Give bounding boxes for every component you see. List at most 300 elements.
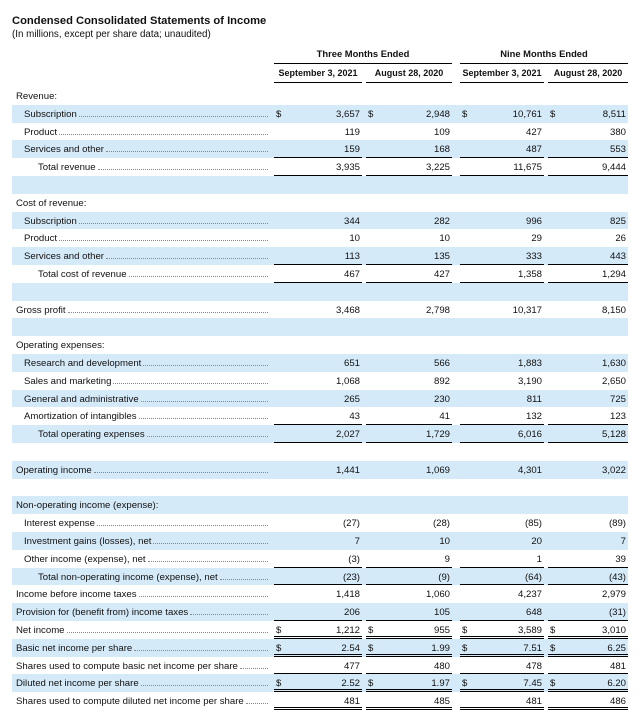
cell-value: 480 (433, 660, 450, 672)
row-label: Revenue: (16, 91, 58, 102)
value-cell (460, 229, 544, 247)
value-cell (460, 692, 544, 710)
leader-dots (59, 134, 268, 135)
group-header-three-months: Three Months Ended (274, 48, 452, 64)
value-cell (274, 496, 362, 514)
dollar-sign: $ (462, 678, 468, 690)
value-cell (274, 550, 362, 568)
cell-value: 135 (433, 251, 450, 263)
value-cell (274, 461, 362, 479)
dollar-sign: $ (550, 624, 556, 636)
cell-value: 8,150 (601, 304, 626, 316)
value-cell (274, 140, 362, 158)
value-cell (274, 87, 362, 105)
cell-value: 651 (343, 357, 360, 369)
value-cell (274, 247, 362, 265)
table-row (12, 425, 628, 443)
page-subtitle: (In millions, except per share data; unaudited) (12, 29, 211, 40)
cell-value: 113 (344, 251, 360, 263)
cell-value: 3,010 (601, 624, 626, 636)
value-cell (274, 443, 362, 461)
leader-dots (240, 668, 268, 669)
cell-value: 380 (609, 126, 626, 138)
leader-dots (141, 401, 268, 402)
row-label: Product (24, 233, 58, 245)
value-cell (548, 105, 628, 123)
table-row (12, 674, 628, 692)
value-cell (460, 140, 544, 158)
cell-value: 553 (609, 144, 626, 156)
cell-value: 648 (525, 607, 542, 619)
value-cell (274, 479, 362, 497)
value-cell (460, 212, 544, 230)
cell-value: 29 (531, 233, 542, 245)
leader-dots (148, 561, 268, 562)
value-cell (460, 158, 544, 176)
value-cell (548, 443, 628, 461)
leader-dots (139, 418, 268, 419)
cell-value: (3) (348, 553, 360, 565)
cell-value: 333 (525, 251, 542, 263)
table-row (12, 158, 628, 176)
value-cell (460, 585, 544, 603)
row-label: Basic net income per share (16, 642, 133, 654)
cell-value: 478 (525, 660, 542, 672)
value-cell (460, 657, 544, 675)
cell-value: 119 (344, 126, 360, 138)
leader-dots (190, 614, 268, 615)
row-label: Product (24, 126, 58, 138)
cell-value: 1,069 (425, 464, 450, 476)
table-row (12, 479, 628, 497)
row-label: Interest expense (24, 518, 95, 530)
cell-value: 206 (343, 607, 360, 619)
value-cell (274, 283, 362, 301)
value-cell (548, 372, 628, 390)
table-row (12, 407, 628, 425)
value-cell (548, 229, 628, 247)
cell-value: 10 (439, 233, 450, 245)
leader-dots (134, 650, 268, 651)
value-cell (274, 372, 362, 390)
value-cell (366, 621, 452, 639)
cell-value: (27) (342, 518, 360, 530)
row-label: Sales and marketing (24, 375, 112, 387)
table-row (12, 87, 628, 105)
cell-value: 3,468 (335, 304, 360, 316)
cell-value: 43 (349, 411, 360, 423)
leader-dots (153, 543, 268, 544)
cell-value: 1,212 (335, 624, 360, 636)
cell-value: 2,650 (601, 375, 626, 387)
value-cell (274, 194, 362, 212)
row-label: Operating income (16, 464, 92, 476)
cell-value: (43) (608, 571, 626, 583)
value-cell (460, 87, 544, 105)
value-cell (460, 514, 544, 532)
value-cell (366, 194, 452, 212)
cell-value: 6,016 (517, 429, 542, 441)
value-cell (548, 692, 628, 710)
cell-value: 1.99 (431, 642, 450, 654)
table-row (12, 372, 628, 390)
value-cell (366, 532, 452, 550)
cell-value: 1,068 (335, 375, 360, 387)
value-cell (366, 372, 452, 390)
table-row (12, 443, 628, 461)
dollar-sign: $ (368, 642, 374, 654)
value-cell (366, 674, 452, 692)
row-label: Gross profit (16, 304, 66, 316)
table-row (12, 247, 628, 265)
dollar-sign: $ (462, 624, 468, 636)
cell-value: 282 (433, 215, 450, 227)
value-cell (548, 621, 628, 639)
value-cell (460, 407, 544, 425)
table-row (12, 603, 628, 621)
leader-dots (141, 685, 268, 686)
value-cell (548, 176, 628, 194)
row-label: Services and other (24, 251, 104, 263)
cell-value: 9 (444, 553, 450, 565)
value-cell (548, 657, 628, 675)
value-cell (548, 568, 628, 586)
cell-value: 481 (343, 696, 360, 708)
value-cell (548, 265, 628, 283)
dollar-sign: $ (276, 624, 282, 636)
value-cell (274, 123, 362, 141)
table-row (12, 514, 628, 532)
value-cell (366, 229, 452, 247)
value-cell (548, 390, 628, 408)
value-cell (548, 532, 628, 550)
value-cell (366, 318, 452, 336)
value-cell (548, 407, 628, 425)
value-cell (274, 568, 362, 586)
value-cell (366, 265, 452, 283)
value-cell (548, 354, 628, 372)
value-cell (274, 265, 362, 283)
value-cell (366, 496, 452, 514)
value-cell (460, 550, 544, 568)
table-row (12, 336, 628, 354)
value-cell (366, 176, 452, 194)
dollar-sign: $ (368, 678, 374, 690)
value-cell (274, 229, 362, 247)
leader-dots (246, 703, 268, 704)
value-cell (366, 301, 452, 319)
cell-value: 20 (531, 535, 542, 547)
table-row (12, 301, 628, 319)
cell-value: 3,657 (335, 108, 360, 120)
cell-value: 2,948 (425, 108, 450, 120)
leader-dots (113, 383, 268, 384)
cell-value: 105 (433, 607, 450, 619)
dollar-sign: $ (462, 108, 468, 120)
value-cell (460, 461, 544, 479)
value-cell (274, 657, 362, 675)
row-label: Services and other (24, 144, 104, 156)
value-cell (460, 390, 544, 408)
value-cell (460, 372, 544, 390)
row-label: Amortization of intangibles (24, 411, 137, 423)
dollar-sign: $ (368, 108, 374, 120)
value-cell (548, 247, 628, 265)
table-row (12, 621, 628, 639)
value-cell (366, 639, 452, 657)
cell-value: 3,935 (335, 162, 360, 174)
value-cell (274, 336, 362, 354)
cell-value: 344 (343, 215, 360, 227)
cell-value: 6.25 (607, 642, 626, 654)
cell-value: 7 (354, 535, 360, 547)
leader-dots (98, 169, 268, 170)
cell-value: 996 (525, 215, 542, 227)
value-cell (548, 123, 628, 141)
cell-value: 4,301 (517, 464, 542, 476)
cell-value: 2.54 (341, 642, 360, 654)
value-cell (460, 336, 544, 354)
cell-value: 109 (433, 126, 450, 138)
leader-dots (97, 525, 268, 526)
value-cell (366, 158, 452, 176)
value-cell (548, 514, 628, 532)
cell-value: 3,190 (517, 375, 542, 387)
table-row (12, 229, 628, 247)
value-cell (460, 532, 544, 550)
cell-value: 1,630 (601, 357, 626, 369)
row-label: Non-operating income (expense): (16, 500, 159, 512)
value-cell (548, 496, 628, 514)
row-label: Income before income taxes (16, 589, 137, 601)
value-cell (366, 105, 452, 123)
row-label: Other income (expense), net (24, 553, 146, 565)
value-cell (274, 158, 362, 176)
table-row (12, 212, 628, 230)
value-cell (274, 585, 362, 603)
value-cell (274, 212, 362, 230)
cell-value: 486 (609, 696, 626, 708)
cell-value: 10 (439, 535, 450, 547)
value-cell (548, 301, 628, 319)
cell-value: 7.45 (523, 678, 542, 690)
table-row (12, 390, 628, 408)
value-cell (366, 336, 452, 354)
cell-value: 10,761 (512, 108, 542, 120)
table-row (12, 354, 628, 372)
cell-value: 6.20 (607, 678, 626, 690)
leader-dots (143, 365, 268, 366)
cell-value: 566 (433, 357, 450, 369)
table-row (12, 283, 628, 301)
value-cell (548, 212, 628, 230)
row-label: Total cost of revenue (38, 268, 127, 280)
cell-value: 2,798 (425, 304, 450, 316)
value-cell (548, 425, 628, 443)
cell-value: 1,060 (425, 589, 450, 601)
leader-dots (147, 436, 268, 437)
value-cell (548, 479, 628, 497)
value-cell (548, 318, 628, 336)
value-cell (366, 87, 452, 105)
cell-value: 1,358 (517, 268, 542, 280)
cell-value: 1,441 (335, 464, 360, 476)
value-cell (460, 318, 544, 336)
row-label: Provision for (benefit from) income taxes (16, 607, 189, 619)
column-header: August 28, 2020 (366, 68, 452, 83)
dollar-sign: $ (368, 624, 374, 636)
cell-value: 1,294 (601, 268, 626, 280)
cell-value: 10 (349, 233, 360, 245)
value-cell (548, 336, 628, 354)
cell-value: (89) (608, 518, 626, 530)
value-cell (548, 603, 628, 621)
leader-dots (94, 472, 268, 473)
leader-dots (139, 596, 268, 597)
value-cell (366, 212, 452, 230)
row-label: Total operating expenses (38, 429, 145, 441)
value-cell (548, 194, 628, 212)
value-cell (366, 514, 452, 532)
cell-value: 481 (525, 696, 542, 708)
row-label: Subscription (24, 215, 77, 227)
cell-value: 825 (609, 215, 626, 227)
value-cell (366, 390, 452, 408)
row-label: Operating expenses: (16, 340, 105, 352)
table-row (12, 123, 628, 141)
value-cell (460, 354, 544, 372)
row-label: Subscription (24, 108, 77, 120)
value-cell (274, 354, 362, 372)
cell-value: 1,883 (517, 357, 542, 369)
value-cell (548, 674, 628, 692)
leader-dots (67, 632, 268, 633)
value-cell (460, 265, 544, 283)
cell-value: 7 (620, 535, 626, 547)
value-cell (274, 532, 362, 550)
cell-value: 265 (343, 393, 360, 405)
cell-value: 1.97 (431, 678, 450, 690)
value-cell (460, 247, 544, 265)
value-cell (460, 621, 544, 639)
value-cell (274, 639, 362, 657)
cell-value: (85) (524, 518, 542, 530)
value-cell (460, 496, 544, 514)
column-header: September 3, 2021 (274, 68, 362, 83)
dollar-sign: $ (276, 642, 282, 654)
dollar-sign: $ (550, 642, 556, 654)
table-row (12, 461, 628, 479)
table-row (12, 568, 628, 586)
value-cell (274, 105, 362, 123)
cell-value: 41 (439, 411, 450, 423)
cell-value: 2.52 (341, 678, 360, 690)
value-cell (274, 301, 362, 319)
value-cell (460, 568, 544, 586)
value-cell (366, 585, 452, 603)
cell-value: 5,128 (601, 429, 626, 441)
cell-value: 427 (433, 268, 450, 280)
value-cell (366, 354, 452, 372)
value-cell (548, 158, 628, 176)
row-label: Research and development (24, 357, 142, 369)
cell-value: 427 (525, 126, 542, 138)
value-cell (460, 123, 544, 141)
table-row (12, 639, 628, 657)
value-cell (366, 550, 452, 568)
value-cell (366, 443, 452, 461)
cell-value: 2,979 (601, 589, 626, 601)
table-row (12, 585, 628, 603)
value-cell (274, 318, 362, 336)
value-cell (366, 123, 452, 141)
table-row (12, 194, 628, 212)
value-cell (366, 425, 452, 443)
cell-value: 132 (525, 411, 542, 423)
value-cell (460, 425, 544, 443)
table-row (12, 550, 628, 568)
value-cell (460, 603, 544, 621)
value-cell (460, 194, 544, 212)
value-cell (548, 461, 628, 479)
income-statement-table (12, 87, 628, 710)
value-cell (274, 621, 362, 639)
table-row (12, 318, 628, 336)
row-label: Cost of revenue: (16, 197, 87, 209)
value-cell (366, 247, 452, 265)
value-cell (460, 674, 544, 692)
dollar-sign: $ (550, 108, 556, 120)
value-cell (366, 692, 452, 710)
value-cell (460, 301, 544, 319)
cell-value: (9) (438, 571, 450, 583)
table-row (12, 265, 628, 283)
cell-value: 2,027 (335, 429, 360, 441)
value-cell (548, 140, 628, 158)
table-row (12, 176, 628, 194)
cell-value: 481 (609, 660, 626, 672)
value-cell (366, 479, 452, 497)
leader-dots (220, 579, 268, 580)
cell-value: 10,317 (512, 304, 542, 316)
value-cell (274, 674, 362, 692)
dollar-sign: $ (276, 108, 282, 120)
cell-value: 955 (433, 624, 450, 636)
leader-dots (59, 240, 268, 241)
cell-value: 11,675 (513, 162, 542, 174)
table-row (12, 532, 628, 550)
cell-value: 3,589 (517, 624, 542, 636)
table-row (12, 105, 628, 123)
value-cell (548, 283, 628, 301)
table-row (12, 496, 628, 514)
cell-value: 725 (609, 393, 626, 405)
cell-value: 39 (615, 553, 626, 565)
value-cell (460, 443, 544, 461)
value-cell (548, 87, 628, 105)
dollar-sign: $ (462, 642, 468, 654)
value-cell (366, 603, 452, 621)
leader-dots (106, 258, 268, 259)
table-row (12, 692, 628, 710)
cell-value: 487 (525, 144, 542, 156)
value-cell (548, 550, 628, 568)
leader-dots (68, 312, 268, 313)
row-label: Net income (16, 624, 65, 636)
value-cell (274, 176, 362, 194)
row-label: Shares used to compute basic net income per share (16, 660, 238, 672)
value-cell (548, 585, 628, 603)
